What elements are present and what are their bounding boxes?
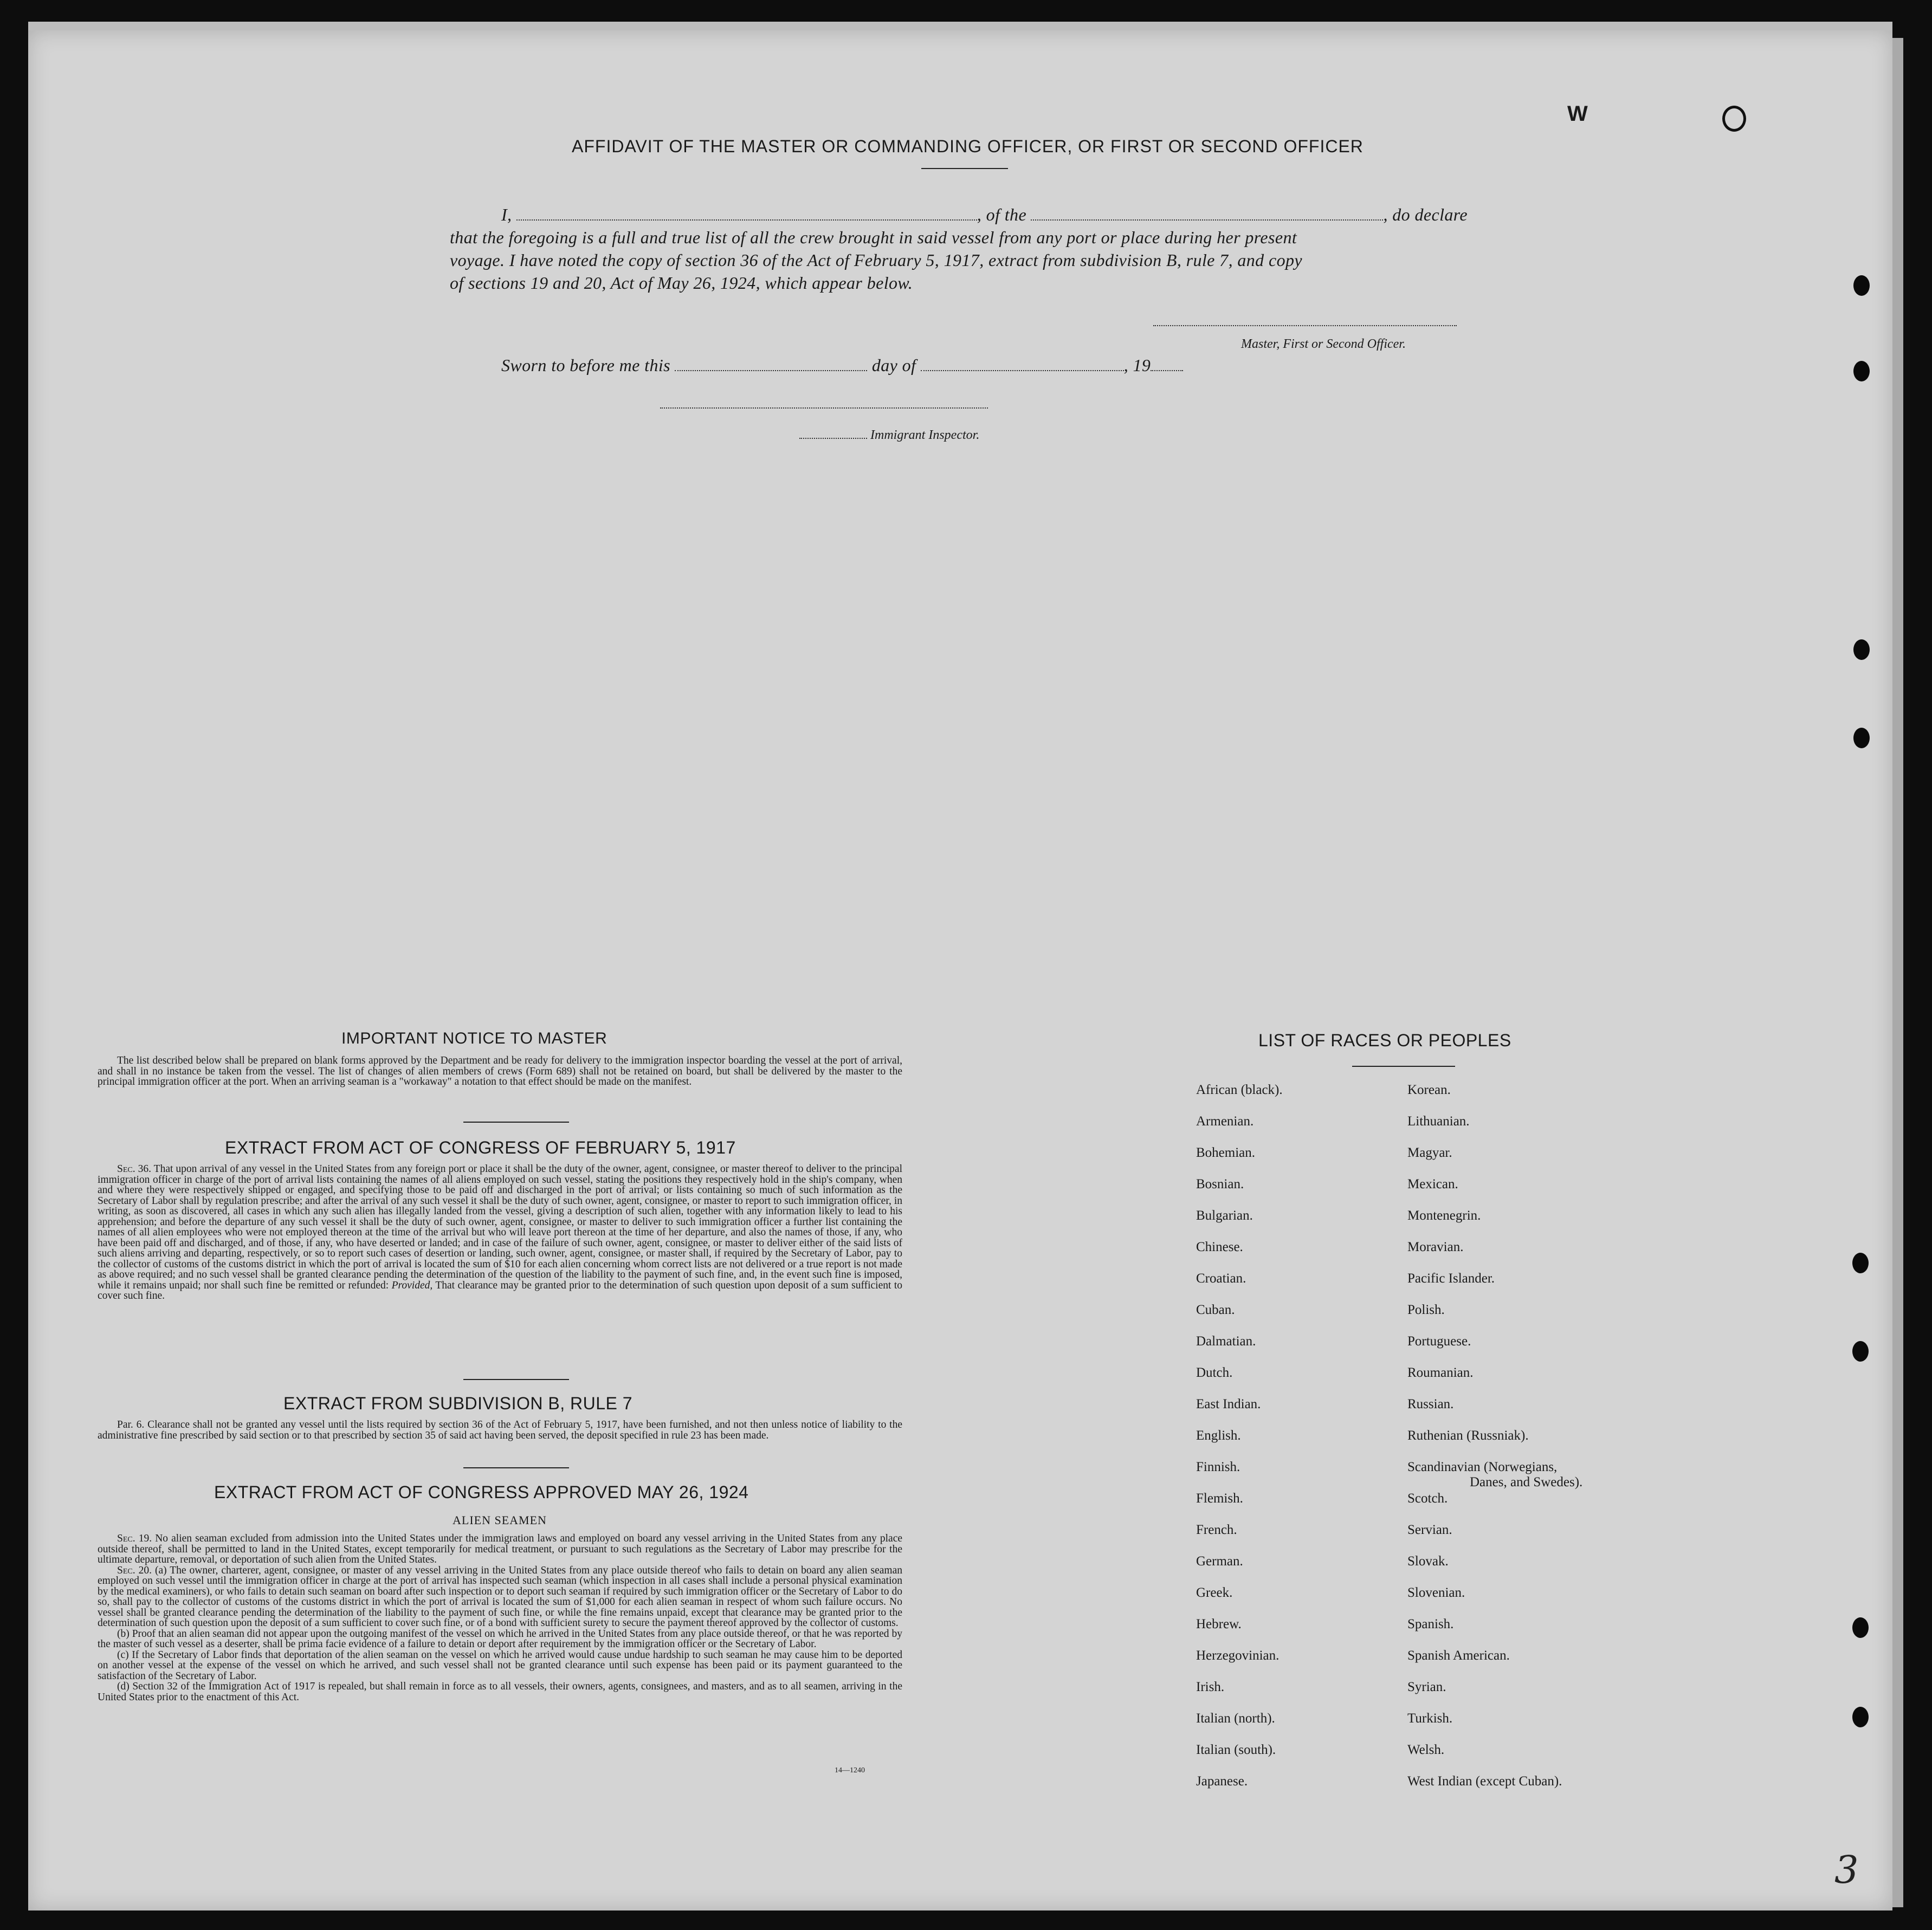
extract-1917-paragraph [98, 1164, 902, 1301]
master-caption: Master, First or Second Officer. [1241, 337, 1406, 351]
race-item: Servian. [1407, 1523, 1452, 1537]
rule7-title: EXTRACT FROM SUBDIVISION B, RULE 7 [283, 1394, 633, 1413]
binder-hole [1852, 1253, 1869, 1273]
year-prefix: , 19 [1123, 355, 1151, 375]
race-item: Flemish. [1196, 1491, 1243, 1506]
sec20c-paragraph: (c) If the Secretary of Labor finds that deportation of the alien seaman on the vessel on which he arrived would cause undue hardship to such seaman he may cause him to be deported on another vessel at the expense of the vessel on which he arrived, and such vessel shall not be granted clearance until such expense has been paid or its payment guaranteed to the satisfaction of the Secretary of Labor. [98, 1649, 902, 1682]
race-item: Lithuanian. [1407, 1114, 1470, 1129]
notice-paragraph: The list described below shall be prepared on blank forms approved by the Department and be ready for delivery to the immigration inspector boarding the vessel at the port of arrival, and shall in no instance be taken from the vessel. The list of changes of alien members of crews (Form 689) shall not be retained on board, but shall be delivered by the master to the principal immigration officer at the port. When an arriving seaman is a "workaway" a notation to that effect should be made on the manifest. [98, 1055, 902, 1087]
race-item: Italian (south). [1196, 1743, 1276, 1757]
inspector-caption: Immigrant Inspector. [870, 428, 980, 442]
sec19-paragraph [98, 1533, 902, 1565]
race-item: Irish. [1196, 1680, 1225, 1694]
extract-1924-title: EXTRACT FROM ACT OF CONGRESS APPROVED MAY 26, 1924 [214, 1482, 749, 1502]
year-blank[interactable] [1151, 359, 1183, 371]
binder-hole [1852, 1707, 1869, 1727]
sec20a-body: (a) The owner, charterer, agent, consignee, or master of any vessel arriving in the United States from any place outside thereof who fails to detain on board any alien seaman employed on such vessel until the immigration officer in charge at the port of arrival has inspected such seaman (which inspection in all cases shall include a personal physical examination by the medical examiners), or who fails to detain such seaman on board after such inspection or to deport such seaman if required by such immigration officer or the Secretary of Labor to do so, shall pay to the collector of customs of the customs district in which the port of arrival is located the sum of $1,000 for each alien seaman in respect of whom such failure occurs. No vessel shall be granted clearance pending the determination of the liability to the payment of such fine, or while the fine remains unpaid, except that clearance may be granted prior to the determination of such question upon the deposit of a sum sufficient to cover such fine, or of a bond with sufficient surety to secure the payment thereof approved by the collector of customs. [98, 1564, 902, 1629]
race-item: Spanish American. [1407, 1648, 1510, 1663]
race-item: African (black). [1196, 1083, 1283, 1097]
day-of-text: day of [871, 355, 916, 375]
affidavit-do-declare: , do declare [1383, 205, 1468, 224]
sec19-body: No alien seaman excluded from admission into the United States under the immigration laws and employed on board any vessel arriving in the United States from any place outside thereof, shall be permitted to land in the United States, except temporarily for medical treatment, or pursuant to such regulations as the Secretary of Labor may prescribe for the ultimate departure, removal, or deportation of such alien from the United States. [98, 1533, 902, 1565]
inspector-short-blank[interactable] [799, 431, 867, 439]
rule7-text [98, 1420, 902, 1441]
race-item: Syrian. [1407, 1680, 1446, 1694]
binder-hole [1852, 1341, 1869, 1362]
vessel-blank[interactable] [1031, 209, 1383, 221]
races-rule [1352, 1066, 1455, 1067]
races-title: LIST OF RACES OR PEOPLES [1258, 1031, 1511, 1050]
race-item: Hebrew. [1196, 1617, 1242, 1631]
extract-1917-rule [463, 1379, 569, 1380]
sec20a-paragraph [98, 1565, 902, 1629]
sec36-body-end: That clearance may be granted prior to the determination of such question upon deposit of a sum sufficient to cover such fine. [98, 1279, 903, 1301]
race-item: East Indian. [1196, 1397, 1261, 1411]
punched-ring [1722, 106, 1746, 132]
race-item: Greek. [1196, 1585, 1233, 1600]
race-item: Dutch. [1196, 1365, 1233, 1380]
race-item: Finnish. [1196, 1460, 1240, 1474]
race-item: Magyar. [1407, 1145, 1452, 1160]
sec19-label: Sec. 19. [117, 1533, 152, 1544]
title-rule [921, 168, 1008, 169]
sworn-line [501, 355, 1183, 375]
race-item: Slovak. [1407, 1554, 1449, 1569]
sheet-right-edge [1891, 38, 1903, 1907]
provided-word: Provided, [391, 1279, 433, 1291]
race-item: Mexican. [1407, 1177, 1458, 1191]
race-item: Russian. [1407, 1397, 1454, 1411]
race-item: Welsh. [1407, 1743, 1445, 1757]
inspector-line [799, 428, 979, 443]
inspector-signature-blank[interactable] [660, 407, 988, 409]
race-item: Slovenian. [1407, 1585, 1465, 1600]
race-item: Montenegrin. [1407, 1208, 1481, 1223]
sworn-month-blank[interactable] [921, 359, 1124, 371]
affidavit-line-2: that the foregoing is a full and true list of all the crew brought in said vessel from any port or place during her present [450, 228, 1297, 247]
page-number-handwritten: 3 [1834, 1848, 1859, 1892]
notice-title: IMPORTANT NOTICE TO MASTER [341, 1029, 608, 1047]
race-item: Italian (north). [1196, 1711, 1275, 1726]
race-item: Scotch. [1407, 1491, 1448, 1506]
notice-text [98, 1055, 902, 1087]
sec20d-paragraph: (d) Section 32 of the Immigration Act of 1917 is repealed, but shall remain in force as to all vessels, their owners, agents, consignees, and masters, and as to all seamen, arriving in the United States prior to the enactment of this Act. [98, 1681, 902, 1703]
race-item: Japanese. [1196, 1774, 1248, 1789]
race-item: Chinese. [1196, 1240, 1243, 1254]
binder-hole [1853, 639, 1870, 660]
race-item: West Indian (except Cuban). [1407, 1774, 1562, 1789]
race-item: Bohemian. [1196, 1145, 1256, 1160]
race-item: Bosnian. [1196, 1177, 1244, 1191]
race-item: Spanish. [1407, 1617, 1454, 1631]
race-item: Roumanian. [1407, 1365, 1474, 1380]
race-scandinavian-cont: Danes, and Swedes). [1470, 1475, 1583, 1489]
race-item: Pacific Islander. [1407, 1271, 1495, 1286]
rule7-rule [463, 1467, 569, 1468]
binder-hole [1853, 361, 1870, 381]
race-item: Ruthenian (Russniak). [1407, 1428, 1529, 1443]
race-item: German. [1196, 1554, 1243, 1569]
sworn-text: Sworn to before me this [501, 355, 670, 375]
race-item: Herzegovinian. [1196, 1648, 1280, 1663]
race-item: Armenian. [1196, 1114, 1254, 1129]
race-item: Dalmatian. [1196, 1334, 1256, 1349]
race-item: English. [1196, 1428, 1241, 1443]
master-signature-blank[interactable] [1153, 325, 1457, 326]
sec36-label: Sec. 36. [117, 1163, 151, 1175]
race-item: Portuguese. [1407, 1334, 1471, 1349]
race-item: French. [1196, 1523, 1237, 1537]
affidavit-of-the: , of the [977, 205, 1027, 224]
binder-hole [1853, 275, 1870, 296]
race-item: Turkish. [1407, 1711, 1453, 1726]
affidavit-i: I, [501, 205, 512, 224]
form-number: 14—1240 [835, 1766, 865, 1774]
race-item: Korean. [1407, 1083, 1451, 1097]
extract-1924-text [98, 1533, 902, 1702]
extract-1917-text [98, 1164, 902, 1301]
race-item: Cuban. [1196, 1303, 1235, 1317]
race-item: Moravian. [1407, 1240, 1464, 1254]
sec20-label: Sec. 20. [117, 1564, 152, 1576]
affidavit-line-4: of sections 19 and 20, Act of May 26, 1924, which appear below. [450, 273, 913, 293]
binder-hole [1853, 728, 1870, 748]
binder-hole [1852, 1617, 1869, 1638]
sec36-body: That upon arrival of any vessel in the United States from any foreign port or place it shall be the duty of the owner, agent, consignee, or master thereof to deliver to the principal immigration officer in charge of the port of arrival lists containing the names of all aliens employed on such vessel, stating the positions they respectively hold in the ship's company, when and where they were respectively shipped or engaged, and specifying those to be paid off and discharged in the port of arrival; or lists containing so much of such information as the Secretary of Labor shall by regulation prescribe; and after the arrival of any such vessel it shall be the duty of such owner, agent, consignee, or master to report to such immigration officer, in writing, as soon as discovered, all cases in which any such alien has illegally landed from the vessel, giving a description of such alien, together with any information likely to lead to his apprehension; and before the departure of any such vessel it shall be the duty of such owner, agent, consignee, or master to deliver to such immigration officer a further list containing the names of all alien employees who were not employed thereon at the time of the arrival but who will leave port thereon at the time of her departure, and also the names of those, if any, who have been paid off and discharged, and of those, if any, who have deserted or landed; and in case of the failure of such owner, agent, consignee, or master to deliver either of the said lists of such aliens arriving and departing, respectively, or so to report such cases of desertion or landing, such owner, agent, consignee, or master shall, if required by the Secretary of Labor, pay to the collector of customs of the customs district in which the port of arrival is located the sum of $10 for each alien concerning whom correct lists are not delivered or a true report is not made as above required; and no such vessel shall be granted clearance pending the determination of the question of the liability to the payment of such fine, and, in the event such fine is imposed, while it remains unpaid; nor shall such fine be remitted or refunded: [98, 1163, 902, 1291]
notice-rule [463, 1122, 569, 1123]
stamp-w: W [1567, 102, 1588, 126]
sworn-day-blank[interactable] [675, 359, 867, 371]
affidavit-line-1 [501, 205, 1468, 225]
affidavit-line-3: voyage. I have noted the copy of section 36 of the Act of February 5, 1917, extract from subdivision B, rule 7, and copy [450, 250, 1302, 270]
alien-seamen-subtitle: ALIEN SEAMEN [453, 1513, 547, 1527]
rule7-paragraph: Par. 6. Clearance shall not be granted any vessel until the lists required by section 36 of the Act of February 5, 1917, have been furnished, and not then unless notice of liability to the administrative fine prescribed by said section or to that prescribed by section 35 of said act having been served, the deposit specified in rule 23 has been made. [98, 1419, 902, 1441]
extract-1917-title: EXTRACT FROM ACT OF CONGRESS OF FEBRUARY 5, 1917 [225, 1138, 736, 1157]
race-item: Bulgarian. [1196, 1208, 1253, 1223]
race-item: Polish. [1407, 1303, 1445, 1317]
name-blank[interactable] [516, 209, 977, 221]
race-item: Scandinavian (Norwegians, [1407, 1460, 1558, 1474]
affidavit-title: AFFIDAVIT OF THE MASTER OR COMMANDING OFFICER, OR FIRST OR SECOND OFFICER [572, 137, 1364, 156]
sec20b-paragraph: (b) Proof that an alien seaman did not appear upon the outgoing manifest of the vessel on which he arrived in the United States from any place outside thereof, or that he was reported by the master of such vessel as a deserter, shall be prima facie evidence of a failure to detain or deport after requirement by the immigration officer or the Secretary of Labor. [98, 1628, 902, 1650]
race-item: Croatian. [1196, 1271, 1246, 1286]
